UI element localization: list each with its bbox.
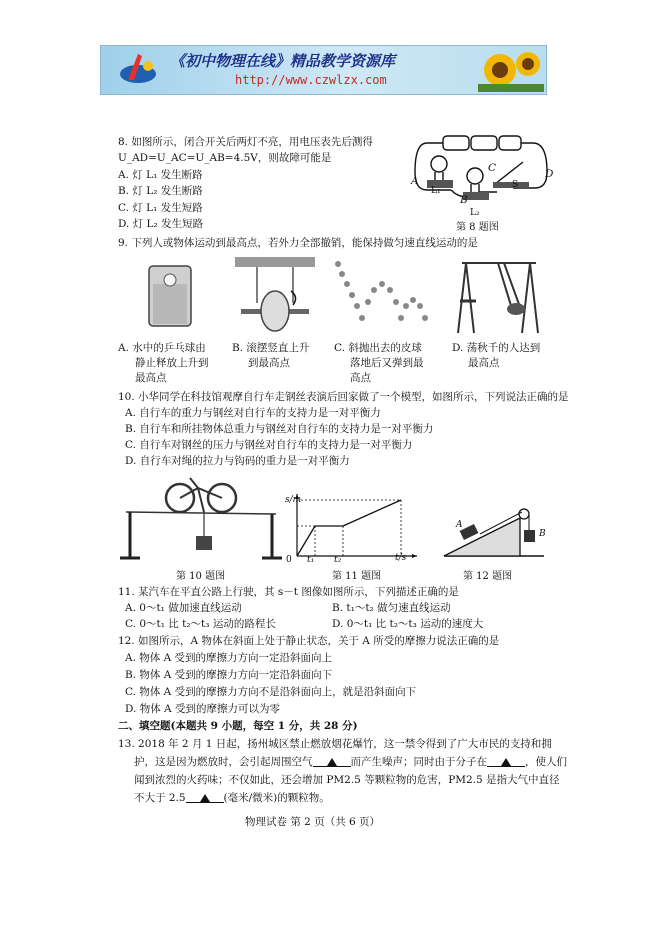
- q8-circuit-figure: [405, 132, 555, 224]
- q10-option-d: D. 自行车对绳的拉力与钩码的重力是一对平衡力: [125, 455, 350, 467]
- q10-caption: 第 10 题图: [176, 571, 226, 582]
- q10-option-b: B. 自行车和所挂物体总重力与钢丝对自行车的支持力是一对平衡力: [125, 423, 434, 435]
- blank-marker-icon: [200, 794, 210, 802]
- q8-label-s: S: [512, 180, 519, 190]
- q10-bicycle-figure: [118, 472, 283, 564]
- q13-line2-part-a: 护，这是因为燃放时，会引起周围空气: [134, 756, 313, 768]
- section-fill-in-heading: 二、填空题(本题共 9 小题，每空 1 分，共 28 分): [118, 720, 358, 732]
- q9-option-d-line1: D. 荡秋千的人达到: [452, 342, 541, 354]
- q8-label-a: A: [411, 175, 419, 187]
- q11-origin-label: 0: [286, 555, 292, 565]
- q8-label-l1: L₁: [431, 186, 441, 196]
- q12-option-a: A. 物体 A 受到的摩擦力方向一定沿斜面向上: [125, 652, 333, 664]
- q8-option-c: C. 灯 L₁ 发生短路: [118, 202, 203, 214]
- q13-line1: 13. 2018 年 2 月 1 日起，扬州城区禁止燃放烟花爆竹，这一禁令得到了广大市民的支持和拥: [118, 738, 552, 750]
- q12-label-b: B: [539, 529, 546, 539]
- q8-label-b: B: [460, 194, 468, 206]
- q13-blank-2[interactable]: [487, 755, 525, 767]
- q9-option-a-line1: A. 水中的乒乓球由: [118, 342, 206, 354]
- q9-option-a-line3: 最高点: [135, 372, 167, 384]
- q11-option-d: D. 0～t₁ 比 t₂～t₃ 运动的速度大: [332, 618, 484, 630]
- q9-maxwell-wheel-image: [235, 257, 315, 332]
- logo-icon: [118, 50, 158, 88]
- q10-option-c: C. 自行车对钢丝的压力与钢丝对自行车的支持力是一对平衡力: [125, 439, 413, 451]
- q11-stem: 11. 某汽车在平直公路上行驶，其 s－t 图像如图所示，下列描述正确的是: [118, 586, 459, 598]
- q13-line2: [134, 755, 567, 770]
- blank-marker-icon: [501, 758, 511, 766]
- page-footer: 物理试卷 第 2 页（共 6 页）: [245, 816, 381, 828]
- q13-line4-part-b: (毫米/微米)的颗粒物。: [223, 792, 330, 804]
- segment-t2-t3: [343, 500, 401, 526]
- q8-option-a: A. 灯 L₁ 发生断路: [118, 169, 203, 181]
- q12-caption: 第 12 题图: [463, 571, 513, 582]
- q13-line3: 闻到浓烈的火药味；不仅如此，还会增加 PM2.5 等颗粒物的危害，PM2.5 是指大气中直径: [134, 774, 560, 786]
- q9-option-a-line2: 静止释放上升到: [135, 357, 209, 369]
- q13-blank-3[interactable]: [186, 791, 224, 803]
- q9-option-c-line1: C. 斜抛出去的皮球: [334, 342, 422, 354]
- q9-option-b-line2: 到最高点: [248, 357, 290, 369]
- q12-option-b: B. 物体 A 受到的摩擦力方向一定沿斜面向下: [125, 669, 333, 681]
- q11-y-axis-label: s/m: [285, 495, 302, 505]
- q12-label-a: A: [456, 520, 463, 530]
- q8-option-d: D. 灯 L₂ 发生短路: [118, 218, 204, 230]
- q8-label-c: C: [488, 162, 497, 174]
- q11-t1-label: t₁: [307, 555, 315, 565]
- q13-line4: [134, 791, 330, 806]
- q9-bouncing-ball-image: [330, 258, 435, 333]
- q12-option-c: C. 物体 A 受到的摩擦力方向不是沿斜面向上，就是沿斜面向下: [125, 686, 417, 698]
- q13-line2-part-b: 而产生噪声；同时由于分子在: [350, 756, 487, 768]
- q8-option-b: B. 灯 L₂ 发生断路: [118, 185, 203, 197]
- q9-option-c-line2: 落地后又弹到最: [350, 357, 424, 369]
- q9-option-c-line3: 高点: [350, 372, 371, 384]
- q8-label-d: D: [545, 168, 554, 180]
- banner-title: 《初中物理在线》精品教学资源库: [170, 52, 396, 70]
- q11-option-c: C. 0～t₁ 比 t₂～t₃ 运动的路程长: [125, 618, 276, 630]
- q13-blank-1[interactable]: [313, 755, 351, 767]
- q9-beaker-image: [145, 260, 195, 330]
- sunflower-icon: [478, 46, 544, 92]
- q13-line2-part-c: ，使人们: [525, 756, 567, 768]
- q10-stem: 10. 小华同学在科技馆观摩自行车走钢丝表演后回家做了一个模型，如图所示，下列说法正确的是: [118, 391, 569, 403]
- q12-stem: 12. 如图所示，A 物体在斜面上处于静止状态，关于 A 所受的摩擦力说法正确的是: [118, 635, 500, 647]
- q13-line4-part-a: 不大于 2.5: [134, 792, 186, 804]
- q8-stem-line2: U_AD=U_AC=U_AB=4.5V，则故障可能是: [118, 152, 332, 164]
- q11-x-axis-label: t/s: [395, 553, 407, 563]
- q8-stem-line1: 8. 如图所示，闭合开关后两灯不亮，用电压表先后测得: [118, 136, 373, 148]
- blank-marker-icon: [327, 758, 337, 766]
- q11-option-a: A. 0～t₁ 做加速直线运动: [125, 602, 242, 614]
- q11-caption: 第 11 题图: [332, 571, 382, 582]
- q9-swing-image: [456, 257, 541, 335]
- q8-label-l2: L₂: [470, 208, 480, 218]
- q11-option-b: B. t₁～t₂ 做匀速直线运动: [332, 602, 451, 614]
- q11-t2-label: t₂: [334, 555, 342, 565]
- banner-url[interactable]: http://www.czwlzx.com: [235, 73, 387, 87]
- q8-caption: 第 8 题图: [456, 222, 499, 233]
- q10-option-a: A. 自行车的重力与钢丝对自行车的支持力是一对平衡力: [125, 407, 381, 419]
- q9-stem: 9. 下列人或物体运动到最高点，若外力全部撤销，能保持做匀速直线运动的是: [118, 237, 478, 249]
- segment-0-t1: [297, 526, 315, 556]
- q9-option-b-line1: B. 滚摆竖直上升: [232, 342, 310, 354]
- q9-option-d-line2: 最高点: [468, 357, 500, 369]
- q12-option-d: D. 物体 A 受到的摩擦力可以为零: [125, 703, 280, 715]
